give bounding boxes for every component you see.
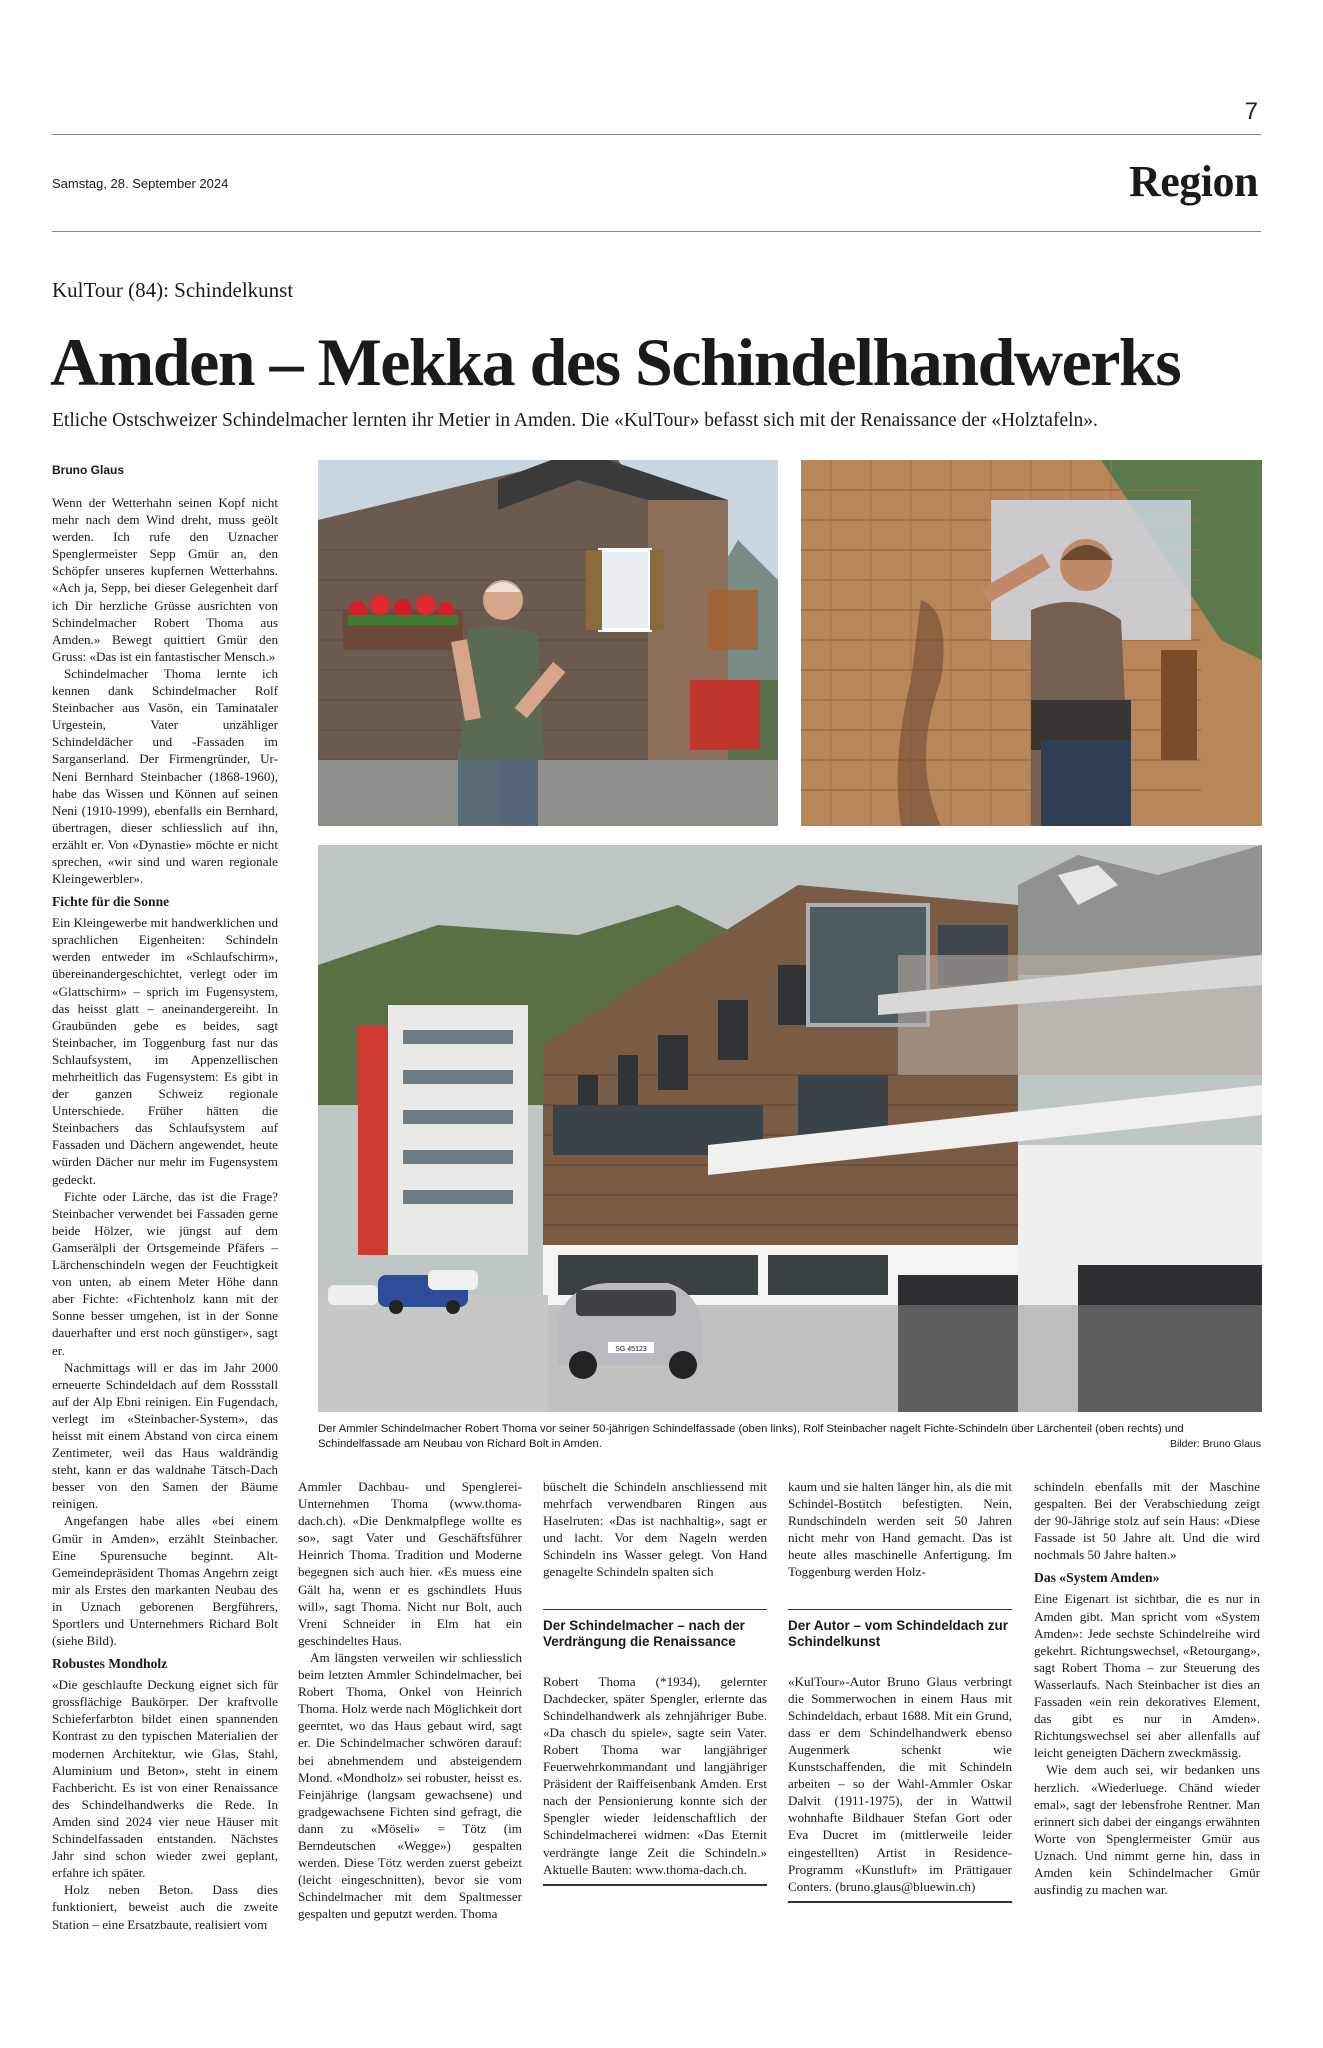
text-column-5 xyxy=(1034,1478,1260,1898)
header-top-rule xyxy=(52,134,1261,135)
photo-caption: Der Ammler Schindelmacher Robert Thoma vor seiner 50-jährigen Schindelfassade (oben links), Rolf Steinbacher nagelt Fichte-Schindeln über Lärchenteil (oben rechts) und Schindelfassade am Neubau von Richard Bolt in Amden. xyxy=(318,1423,1184,1450)
paragraph: Wenn der Wetterhahn seinen Kopf nicht mehr nach dem Wind dreht, muss geölt werden. Ich rufe den Uznacher Spenglermeister Sepp Gmür an, den Schöpfer unseres kupfernen Wetterhahns. «Ach ja, Sepp, bei dieser Gelegenheit darf ich Dir herzliche Grüsse ausrichten von Schindelmacher Robert Thoma aus Amden.» Bewegt quittiert Gmür den Gruss: «Das ist ein fantastischer Mensch.» xyxy=(52,495,278,664)
photo-rolf-steinbacher xyxy=(801,460,1262,826)
article-lead: Etliche Ostschweizer Schindelmacher lernten ihr Metier in Amden. Die «KulTour» befasst sich mit der Renaissance der «Holztafeln». xyxy=(52,410,1098,431)
subheading: Fichte für die Sonne xyxy=(52,894,170,910)
section-title: Region xyxy=(1129,157,1258,206)
paragraph: Am längsten verweilen wir schliesslich beim letzten Ammler Schindelmacher, bei Robert Thoma, Onkel von Heinrich Thoma. Holz werde nach Möglichkeit dort geerntet, wo das Haus gebaut wird, sagt er. Die Schindelmacher schwören darauf: bei abnehmendem und absteigendem Mond. «Mondholz» sei robuster, heisst es. Feinjährige (langsam gewachsene) und gradgewachsene Fichten sind gefragt, die dann zu «Möseli» = Tötz (im Berndeutschen «Wegge») gespalten werden. Diese Tötz werden zuerst gebeizt (leicht eingeschnitten), bevor sie vom Schindelmacher mit dem Spaltmesser gespalten und geputzt werden. Thoma xyxy=(298,1649,522,1922)
article-headline: Amden – Mekka des Schindelhandwerks xyxy=(50,324,1181,400)
paragraph: Fichte oder Lärche, das ist die Frage? Steinbacher verwendet bei Fassaden gerne beide Hölzer, wie jüngst auf dem Gamserälpli der Ortsgemeinde Pfäfers – Lärchenschindeln wegen der Feuchtigkeit von unten, ab einem Meter Höhe dann aber Fichte: «Fichtenholz kann mit der Sonne besser umgehen, ist in der Sonne dauerhafter und erst noch günstiger», sagt er. xyxy=(52,1188,278,1358)
paragraph: kaum und sie halten länger hin, als die mit Schindel-Bostitch befestigten. Nein, Rundschindeln werden seit 50 Jahren nicht mehr von Hand gemacht. Das ist heute alles maschinelle Anfertigung. Im Toggenburg werden Holz- xyxy=(788,1479,1012,1580)
paragraph: Eine Eigenart ist sichtbar, die es nur in Amden gibt. Man spricht vom «System Amden»: Jede sechste Schindelreihe wird gekehrt. Richtungswechsel, «Retourgang», sagt Robert Thoma – zur Steuerung des Wasserlaufs. Nach Steinbacher ist dies an Fassaden «ein rein dekoratives Element, das gibt es nur in Amden». Richtungswechsel sei aber allenfalls auf leicht geneigten Dächern zweckmässig. xyxy=(1034,1591,1260,1761)
paragraph: Holz neben Beton. Dass dies funktioniert, beweist auch die zweite Station – eine Ersatzbaute, realisiert vom xyxy=(52,1882,278,1932)
paragraph: Ein Kleingewerbe mit handwerklichen und sprachlichen Eigenheiten: Schindeln werden entweder im «Schlaufschirm», übereinandergeschichtet, verlegt oder im «Glattschirm» – sprich im Fugensystem, das heisst glatt – aneinandergereiht. In Graubünden gebe es beides, sagt Steinbacher, im Toggenburg fast nur das Schlaufsystem, im Appenzellischen mehrheitlich das Fugensystem: Es gibt in der ganzen Schweiz regionale Unterschiede. Früher hätten die Steinbachers das Schlaufsystem auf Fassaden und Dächern angewendet, heute würden Dächer nur mehr im Fugensystem gedeckt. xyxy=(52,915,278,1187)
page-number: 7 xyxy=(1244,98,1258,125)
paragraph: Schindelmacher Thoma lernte ich kennen dank Schindelmacher Rolf Steinbacher aus Vasön, ein Taminataler Urgestein, Vater unzähliger Schindeldächer und -Fassaden im Sarganserland. Der Firmengründer, Ur-Neni Bernhard Steinbacher (1868-1960), habe das Wissen und Können auf seinen Neni (1910-1999), ebenfalls ein Bernhard, übertragen, dieser schliesslich auf ihn, erzählt er. Von «Dynastie» möchte er nicht sprechen, «wir sind und waren regionale Kleingewerbler». xyxy=(52,665,278,887)
subheading: Robustes Mondholz xyxy=(52,1656,168,1672)
paragraph: Nachmittags will er das im Jahr 2000 erneuerte Schindeldach auf dem Rossstall auf der Alp Ebni reinigen. Ein Fugendach, verlegt im «Steinbacher-System», das heisst mit einem Abstand von circa einem Zentimeter, weil das Haus waldrändig steht, kann er das waldnahe Tätsch-Dach besser von den Samen der Bäume reinigen. xyxy=(52,1359,278,1512)
info-box-autor xyxy=(788,1609,1012,1903)
photo-credit: Bilder: Bruno Glaus xyxy=(1169,1438,1261,1450)
info-box-text: «KulTour»-Autor Bruno Glaus verbringt die Sommerwochen in einem Haus mit Schindeldach, erbaut 1688. Mit ein Grund, dass er dem Schindelhandwerk ebenso Augenmerk schenkt wie Kunstschaffenden, die mit Schindeln arbeiten – so der Wahl-Ammler Oskar Dalvit (1911-1975), der in Wattwil wohnhafte Bildhauer Stefan Gort oder Eva Ducret im (mittlerweile leider eingestellten) Artist in Residence-Programm «Kunstluft» im Prättigauer Conters. (bruno.glaus@bluewin.ch) xyxy=(788,1673,1013,1894)
car-license-plate: SG 45123 xyxy=(615,1346,647,1353)
paragraph: Angefangen habe alles «bei einem Gmür in Amden», erzählt Steinbacher. Eine Spurensuche beginnt. Alt-Gemeindepräsident Thomas Angehrn zeigt mir als Erstes den markanten Neubau des in Uznach geborenen Bergführers, Sportlers und Unternehmers Richard Bolt (siehe Bild). xyxy=(52,1513,278,1649)
paragraph: Ammler Dachbau- und Spenglerei-Unternehmen Thoma (www.thoma-dach.ch). «Die Denkmalpflege wollte es so», sagt Vater und Geschäftsführer Heinrich Thoma. Tradition und Moderne begegnen sich auch hier. «Es muess eine Gält ha, wenn er es gschindlets Huus will», sagt Thoma. Nicht nur Bolt, auch Vreni Schneider in Elm hat ein geschindeltes Haus. xyxy=(298,1479,522,1648)
issue-date: Samstag, 28. September 2024 xyxy=(52,176,229,191)
info-box-title: Der Autor – vom Schindeldach zur Schindelkunst xyxy=(788,1617,1009,1650)
paragraph: Wie dem auch sei, wir bedanken uns herzlich. «Wiederluege. Chänd wieder emal», sagt der lebensfrohe Rentner. Man erinnert sich dabei der eingangs erwähnten Worte von Spenglermeister Gmür aus Uznach. Und nimmt gerne hin, dass in Amden kein Schindelmacher Gmür ausfindig zu machen war. xyxy=(1034,1762,1260,1898)
subheading: Das «System Amden» xyxy=(1034,1570,1160,1586)
photo-robert-thoma xyxy=(318,460,778,826)
paragraph: büschelt die Schindeln anschliessend mit mehrfach verwendbaren Ringen aus Haselruten: «Das ist nachhaltig», sagt er und lacht. Vor dem Nageln werden Schindeln ins Wasser gelegt. Von Hand genagelte Schindeln spalten sich xyxy=(543,1479,767,1580)
text-column-3 xyxy=(543,1478,767,1886)
paragraph: «Die geschlaufte Deckung eignet sich für grossflächige Baukörper. Der kraftvolle Schieferfarbton bildet einen spannenden Kontrast zu den typischen Materialien der modernen Architektur, wie Glas, Stahl, Aluminium und Beton», steht in einem Fachbericht. Es ist von einer Renaissance des Schindelhandwerks die Rede. In Amden sind 2024 vier neue Häuser mit Schindelfassaden entstanden. Nächstes Jahr sind schon wieder zwei geplant, erfahre ich später. xyxy=(52,1677,278,1881)
header-bottom-rule xyxy=(52,231,1261,232)
photo-neubau-bolt xyxy=(318,845,1262,1412)
info-box-text: Robert Thoma (*1934), gelernter Dachdecker, später Spengler, erlernte das Schindelhandwerk als zehnjähriger Bube. «Da chasch du spiele», sagte sein Vater. Robert Thoma war langjähriger Feuerwehrkommandant und langjähriger Präsident der Raiffeisenbank Amden. Erst nach der Pensionierung konnte sich der Spengler wieder leidenschaftlich der Schindelmacherei widmen: «Das Eternit verdrängte lange Zeit die Schindeln.» Aktuelle Bauten: www.thoma-dach.ch. xyxy=(543,1673,767,1877)
author-byline: Bruno Glaus xyxy=(52,463,125,477)
text-column-4 xyxy=(788,1478,1012,1903)
article-kicker: KulTour (84): Schindelkunst xyxy=(52,278,294,302)
text-column-1 xyxy=(52,494,278,1933)
text-column-2 xyxy=(298,1478,522,1922)
info-box-schindelmacher xyxy=(543,1609,767,1886)
paragraph: schindeln ebenfalls mit der Maschine gespalten. Bei der Verabschiedung zeigt der 90-Jährige stolz auf sein Haus: «Diese Fassade ist 50 Jahre alt. Und die wird nochmals 50 Jahre halten.» xyxy=(1034,1479,1260,1563)
info-box-title: Der Schindelmacher – nach der Verdrängung die Renaissance xyxy=(543,1617,745,1650)
